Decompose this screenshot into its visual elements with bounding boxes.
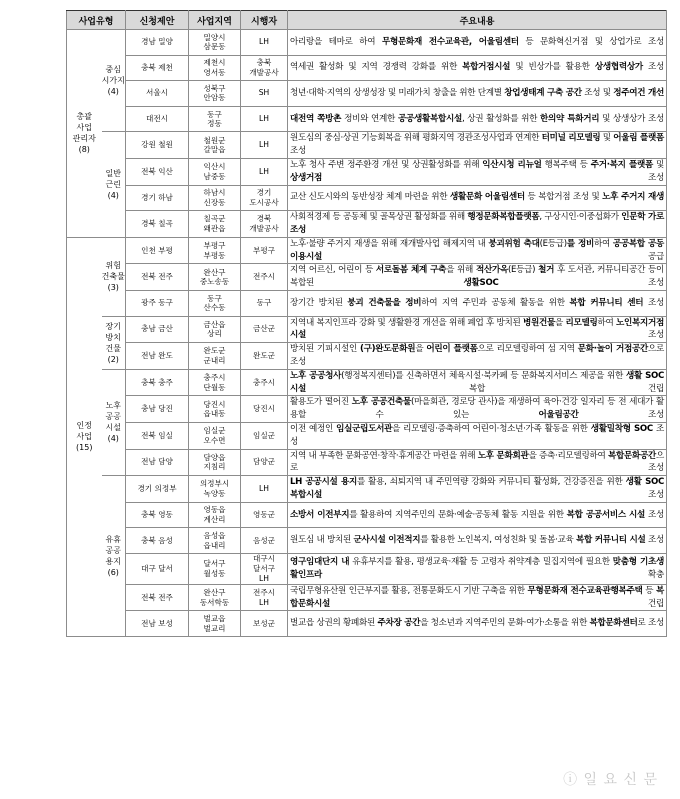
table-row	[67, 106, 667, 132]
subtype-cell: 노후 공공 시설 (4)	[102, 369, 126, 475]
executor-cell: LH	[241, 158, 288, 185]
content-text: 국립무형유산원 인근부지를 활용, 전통문화도시 기반 구축을 위한	[290, 585, 528, 596]
content-text: 등 문화혁신거점 및 상업가로 조성	[518, 36, 665, 47]
executor-cell: 경북 개발공사	[241, 211, 288, 238]
content-text: 교산 신도시와의 동반성장 체계 마련을 위한	[290, 192, 450, 203]
project-type-cell: 인정 사업 (15)	[67, 237, 102, 636]
content-bold-text: 생활 SOC시설	[290, 370, 664, 394]
content-text: 노후·불량 주거지 재생을 위해 재개발사업 해제지역 내	[290, 238, 489, 249]
table-row	[67, 316, 667, 343]
area-cell: 임실군 오수면	[189, 422, 241, 449]
content-bold-text: 붕괴 건축물을 정비	[347, 297, 422, 308]
content-text: 노후 청사 주변 정주환경 개선 및 상권활성화를 위해	[290, 159, 483, 170]
table-row	[67, 264, 667, 291]
area-cell: 익산시 남중동	[189, 158, 241, 185]
main-content-cell	[288, 316, 667, 343]
table-row	[67, 396, 667, 423]
table-row	[67, 369, 667, 396]
table-body	[67, 30, 667, 637]
table-row	[67, 185, 667, 211]
content-bold-text: 복합 커뮤니티 센터	[569, 297, 644, 308]
table-row	[67, 290, 667, 316]
main-content-cell	[288, 185, 667, 211]
content-text: 등	[642, 585, 656, 596]
content-text: 조성	[645, 535, 664, 546]
main-content-cell	[288, 237, 667, 264]
main-content-cell	[288, 369, 667, 396]
content-text: 하여 지역 주민과 공동체 활동을 위한	[421, 297, 570, 308]
area-cell: 하남시 신장동	[189, 185, 241, 211]
content-bold-text: 무형문화재 전수교육관, 어울림센터	[381, 36, 519, 47]
proposer-cell: 전남 보성	[126, 611, 189, 637]
proposer-cell: 전남 담양	[126, 449, 189, 476]
content-bold-text: 어울림 플랫폼	[613, 133, 664, 144]
table-row	[67, 422, 667, 449]
area-cell: 동구 산수동	[189, 290, 241, 316]
area-cell: 당진시 읍내동	[189, 396, 241, 423]
main-content-cell	[288, 396, 667, 423]
content-bold-text: 노인복지거점시설	[290, 317, 665, 341]
proposer-cell: 충남 금산	[126, 316, 189, 343]
project-type-cell: 총괄 사업 관리자 (8)	[67, 30, 102, 238]
content-text: 을	[554, 317, 566, 328]
table-row	[67, 237, 667, 264]
content-text: 아리랑을 테마로 하여	[290, 36, 382, 47]
executor-cell: 대구시 달서구 LH	[241, 553, 288, 584]
content-bold-text: 행정문화복합플랫폼	[467, 212, 540, 223]
content-text: , 상권 활성화를 위한	[461, 113, 541, 124]
content-text: 지역내 복지인프라 강화 및 생활환경 개선을 위해 폐업 후 방치된	[290, 317, 523, 328]
content-bold-text: 공공복합 공동이용시설	[290, 238, 665, 262]
table-row	[67, 476, 667, 503]
content-bold-text: 생활문화 어울림센터	[449, 192, 525, 203]
content-bold-text: 복합거점시설	[462, 62, 511, 73]
content-text: 조성	[645, 509, 664, 520]
proposer-cell: 충남 당진	[126, 396, 189, 423]
content-text: (E등급)	[507, 265, 539, 276]
area-cell: 제천시 영서동	[189, 55, 241, 81]
table-row	[67, 611, 667, 637]
executor-cell: 전주시	[241, 264, 288, 291]
header-area: 사업지역	[189, 11, 241, 30]
executor-cell: 담양군	[241, 449, 288, 476]
main-content-cell	[288, 211, 667, 238]
table-row	[67, 502, 667, 528]
proposer-cell: 인천 부평	[126, 237, 189, 264]
table-row	[67, 132, 667, 159]
content-text: , 구상시인·이중섭화가	[539, 212, 622, 223]
table-row	[67, 553, 667, 584]
content-bold-text: 철거	[538, 265, 555, 276]
content-text: 역세권 활성화 및 지역 경쟁력 강화를 위한	[290, 62, 463, 73]
content-bold-text: 소방서 이전부지	[290, 509, 350, 520]
proposer-cell: 전북 익산	[126, 158, 189, 185]
executor-cell: 충주시	[241, 369, 288, 396]
main-content-cell	[288, 502, 667, 528]
proposer-cell: 전북 전주	[126, 584, 189, 611]
proposer-cell: 경기 하남	[126, 185, 189, 211]
proposer-cell: 충북 충주	[126, 369, 189, 396]
main-content-cell	[288, 30, 667, 56]
content-bold-text: 생활 SOC 복합시설	[290, 477, 664, 500]
content-bold-text: 상생거점	[290, 172, 323, 183]
content-text: 을	[415, 344, 427, 355]
table-row	[67, 528, 667, 554]
executor-cell: 보성군	[241, 611, 288, 637]
content-bold-text: 생활SOC	[463, 278, 499, 289]
content-bold-text: 문화·놀이 거점공간	[577, 344, 648, 355]
content-text: 조성	[642, 62, 664, 73]
proposer-cell: 대전시	[126, 106, 189, 132]
main-content-cell	[288, 611, 667, 637]
proposer-cell: 충북 영동	[126, 502, 189, 528]
area-cell: 칠곡군 왜관읍	[189, 211, 241, 238]
content-text: 을 리모델링·증축하여 어린이·청소년·가족 활동을 위한	[392, 423, 591, 434]
area-cell: 완산구 동서학동	[189, 584, 241, 611]
main-content-cell	[288, 132, 667, 159]
content-bold-text: 익산시청 리뉴얼	[482, 159, 542, 170]
table-row	[67, 449, 667, 476]
subtype-cell: 유휴 공공 용지 (6)	[102, 476, 126, 637]
content-text: 행복주택 등	[541, 159, 591, 170]
content-text: 확충	[322, 569, 664, 580]
main-content-cell	[288, 55, 667, 81]
main-content-cell	[288, 528, 667, 554]
content-text: 이전 예정인	[290, 423, 337, 434]
area-cell: 충주시 단월동	[189, 369, 241, 396]
table-row	[67, 81, 667, 107]
table-row	[67, 343, 667, 370]
proposer-cell: 대구 달서	[126, 553, 189, 584]
table-row	[67, 584, 667, 611]
executor-cell: 전주시 LH	[241, 584, 288, 611]
content-bold-text: 정주여건 개선	[613, 88, 664, 99]
executor-cell: 당진시	[241, 396, 288, 423]
executor-cell: SH	[241, 81, 288, 107]
subtype-cell: 중심 시가지 (4)	[102, 30, 126, 132]
proposer-cell: 경남 밀양	[126, 30, 189, 56]
content-bold-text: 한의약 특화거리	[540, 113, 600, 124]
watermark-logo: ⓘ 일 요 신 문	[563, 772, 658, 788]
main-content-cell	[288, 106, 667, 132]
content-bold-text: 인문학 가로조성	[290, 212, 664, 235]
area-cell: 완산구 중노송동	[189, 264, 241, 291]
area-cell: 음성읍 읍내리	[189, 528, 241, 554]
content-text: 청년·대학·지역의 상생성장 및 미래가치 창출을 위한 단계별	[290, 88, 505, 99]
content-bold-text: 맞춤형 기초생활인프라	[290, 557, 664, 580]
content-text: 를 활용하여 지역주민의 문화·예술·공동체 활동 지원을 위한	[349, 509, 567, 520]
main-content-cell	[288, 158, 667, 185]
content-bold-text: 복합문화시설	[290, 585, 665, 609]
proposer-cell: 경북 칠곡	[126, 211, 189, 238]
area-cell: 의정부시 녹양동	[189, 476, 241, 503]
content-text: 조성	[290, 423, 665, 447]
executor-cell: LH	[241, 476, 288, 503]
content-bold-text: 주차장 공간	[377, 618, 421, 629]
content-text: 벌교읍 상권의 황폐화된	[290, 618, 378, 629]
content-bold-text: 노후 공공건축물	[351, 397, 411, 408]
content-bold-text: 리모델링	[565, 317, 598, 328]
header-executor: 시행자	[241, 11, 288, 30]
content-text: 를 활용한 노인복지, 여성친화 및 돌봄·교육	[420, 535, 577, 546]
content-text: 을 위해	[446, 265, 476, 276]
executor-cell: 금산군	[241, 316, 288, 343]
content-bold-text: 임실군립도서관	[336, 423, 393, 434]
content-bold-text: 붕괴위험 축대	[488, 238, 540, 249]
area-cell: 동구 정동	[189, 106, 241, 132]
content-text: 으로 조성	[290, 344, 665, 367]
executor-cell: 충북 개발공사	[241, 55, 288, 81]
proposer-cell: 충북 음성	[126, 528, 189, 554]
main-content-cell	[288, 584, 667, 611]
content-text: 장기간 방치된	[290, 297, 348, 308]
content-text: 및 상생상가 조성	[599, 113, 664, 124]
content-bold-text: 를 정비	[566, 238, 594, 249]
project-table	[66, 10, 667, 637]
content-text: (마을회관, 경로당 관사)을 재생하여 육아·건강 일자리 등 전 세대가 활용할 수 있는	[290, 397, 664, 421]
content-text: 활용도가 떨어진	[290, 397, 352, 408]
area-cell: 벌교읍 벌교리	[189, 611, 241, 637]
content-bold-text: 대전역 쪽방촌	[290, 113, 342, 124]
area-cell: 금산읍 상리	[189, 316, 241, 343]
content-bold-text: 공공생활복합시설	[397, 113, 462, 124]
content-bold-text: 터미널 리모델링	[541, 133, 601, 144]
header-proposer: 신청제안	[126, 11, 189, 30]
content-text: 정비와 연계한	[341, 113, 398, 124]
content-text: 공급	[322, 251, 664, 262]
content-bold-text: 복합 공공서비스 시설	[566, 509, 646, 520]
content-bold-text: 적산가옥	[475, 265, 508, 276]
main-content-cell	[288, 422, 667, 449]
executor-cell: 영동군	[241, 502, 288, 528]
content-bold-text: 노후 공공청사	[290, 370, 342, 381]
content-text: (행정복지센터)를 신축하면서 체육시설·북카페 등 문화복지서비스 제공을 위한	[341, 370, 626, 381]
content-text: 조성	[306, 330, 664, 341]
content-text: 를 활용, 쇠퇴지역 내 주민역량 강화와 커뮤니티 활성화, 건강증진을 위한	[356, 477, 626, 488]
main-content-cell	[288, 449, 667, 476]
area-cell: 부평구 부평동	[189, 237, 241, 264]
executor-cell: 음성군	[241, 528, 288, 554]
content-text: 사회적경제 등 공동체 및 골목상권 활성화를 위해	[290, 212, 468, 223]
content-bold-text: 어린이 플랫폼	[426, 344, 478, 355]
proposer-cell: 충북 제천	[126, 55, 189, 81]
content-text: 조성	[643, 297, 664, 308]
executor-cell: 동구	[241, 290, 288, 316]
content-bold-text: 복합문화센터	[589, 618, 638, 629]
table-row	[67, 211, 667, 238]
content-bold-text: 생활밀착형 SOC	[590, 423, 653, 434]
content-text: 으로 리모델링하여 섬 지역	[477, 344, 578, 355]
main-content-cell	[288, 290, 667, 316]
main-content-cell	[288, 476, 667, 503]
main-content-cell	[288, 343, 667, 370]
content-text: 로 조성	[637, 618, 664, 629]
subtype-cell: 위험 건축물 (3)	[102, 237, 126, 316]
header-main-content: 주요내용	[288, 11, 667, 30]
executor-cell: 임실군	[241, 422, 288, 449]
area-cell: 완도군 군내리	[189, 343, 241, 370]
header-row	[67, 11, 667, 30]
content-bold-text: 서로돌봄 체계 구축	[375, 265, 447, 276]
content-text: 조성	[498, 278, 664, 289]
proposer-cell: 서울시	[126, 81, 189, 107]
content-text: 조성	[322, 489, 664, 500]
content-text: 조성	[578, 410, 664, 421]
content-text: 건립	[330, 598, 664, 609]
executor-cell: 경기 도시공사	[241, 185, 288, 211]
executor-cell: 부평구	[241, 237, 288, 264]
executor-cell: 완도군	[241, 343, 288, 370]
area-cell: 밀양시 삼문동	[189, 30, 241, 56]
subtype-cell: 일반 근린 (4)	[102, 132, 126, 237]
table-row	[67, 30, 667, 56]
area-cell: 철원군 갈말읍	[189, 132, 241, 159]
content-text: 원도심의 중심·상권 기능회복을 위해 평화지역 경관조성사업과 연계한	[290, 133, 542, 144]
content-bold-text: (구)완도문화원	[360, 344, 416, 355]
content-bold-text: 군사시설 이전적지	[353, 535, 421, 546]
content-bold-text: 노후 문화회관	[477, 450, 529, 461]
content-text: 을 청소년과 지역주민의 문화·여가·소통을 위한	[420, 618, 590, 629]
content-bold-text: LH 공공시설 용지	[290, 477, 357, 488]
content-bold-text: 주거·복지 플랫폼	[590, 159, 653, 170]
content-bold-text: 영구임대단지 내	[290, 557, 350, 568]
content-text: 유휴부지를 활용, 평생교육·재활 등 고령자 취약계층 밀집지역에 필요한	[349, 557, 613, 568]
area-cell: 담양읍 지침리	[189, 449, 241, 476]
content-bold-text: 복합문화공간	[607, 450, 656, 461]
content-text: 조성	[290, 146, 307, 157]
content-bold-text: 병원건물	[522, 317, 555, 328]
content-text: 및 빈상가를 활용한	[510, 62, 595, 73]
executor-cell: LH	[241, 106, 288, 132]
content-text: 복합 건립	[306, 383, 664, 394]
header-project-type: 사업유형	[67, 11, 126, 30]
proposer-cell: 강원 철원	[126, 132, 189, 159]
content-text: 및	[652, 159, 664, 170]
content-text: 을 증축·리모델링하여	[528, 450, 608, 461]
content-text: 원도심 내 방치된	[290, 535, 354, 546]
content-text: 하여	[597, 317, 616, 328]
table-row	[67, 55, 667, 81]
content-text: 으로 조성	[290, 450, 665, 474]
main-content-cell	[288, 553, 667, 584]
main-content-cell	[288, 81, 667, 107]
table-row	[67, 158, 667, 185]
content-text: 지역 내 부족한 문화공연·창작·휴게공간 마련을 위해	[290, 450, 478, 461]
proposer-cell: 전북 임실	[126, 422, 189, 449]
main-content-cell	[288, 264, 667, 291]
area-cell: 성북구 안암동	[189, 81, 241, 107]
area-cell: 영동읍 계산리	[189, 502, 241, 528]
content-bold-text: 창업생태계 구축 공간	[504, 88, 582, 99]
area-cell: 달서구 월성동	[189, 553, 241, 584]
content-bold-text: 무형문화재 전수교육관행복주택	[527, 585, 643, 596]
content-text: 지역 어르신, 어린이 등	[290, 265, 376, 276]
content-text: (E등급)	[539, 238, 567, 249]
content-text: 하여	[594, 238, 613, 249]
proposer-cell: 전남 완도	[126, 343, 189, 370]
content-text: 후 도서관, 커뮤니티공간 등이 복합된	[290, 265, 664, 289]
subtype-cell: 장기 방치 건물 (2)	[102, 316, 126, 369]
executor-cell: LH	[241, 30, 288, 56]
content-bold-text: 어울림공간	[538, 410, 579, 421]
content-bold-text: 복합 커뮤니티 시설	[576, 535, 646, 546]
content-bold-text: 상생협력상가	[594, 62, 643, 73]
proposer-cell: 광주 동구	[126, 290, 189, 316]
content-text: 및	[600, 133, 614, 144]
content-text: 조성 및	[581, 88, 614, 99]
proposer-cell: 전북 전주	[126, 264, 189, 291]
content-text: 방치된 기피시설인	[290, 344, 361, 355]
content-text: 등 복합거점 조성 및	[524, 192, 603, 203]
proposer-cell: 경기 의정부	[126, 476, 189, 503]
executor-cell: LH	[241, 132, 288, 159]
content-bold-text: 노후 주거지 재생	[602, 192, 665, 203]
content-text: 조성	[322, 172, 664, 183]
